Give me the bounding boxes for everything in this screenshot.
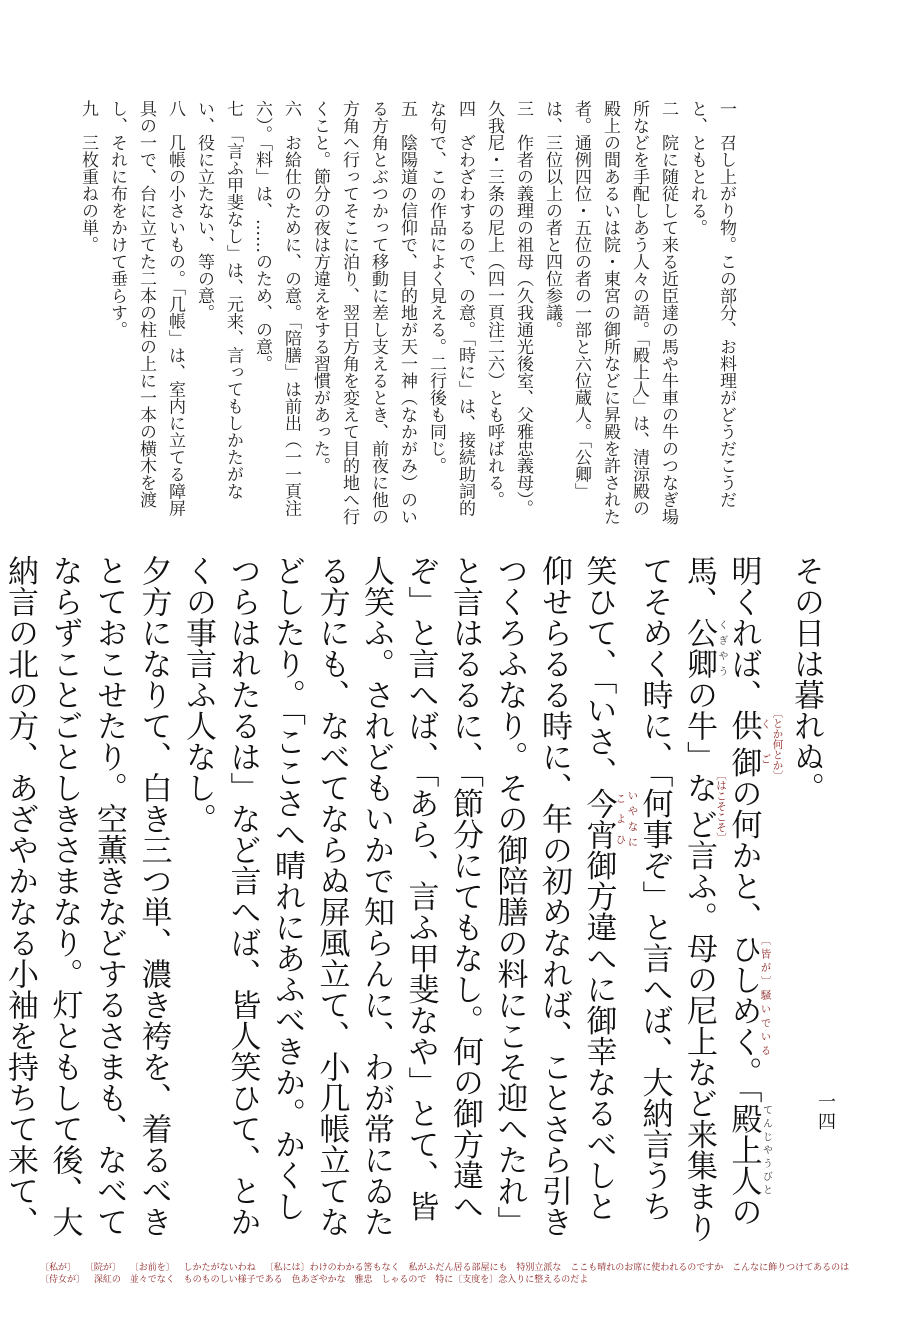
gloss-ingo: 〔院が〕 — [84, 1263, 121, 1273]
note-3: 三 作者の義理の祖母（久我通光後室、父雅忠義母）。久我尼・三条の尼上（四一頁注二六）とも呼ばれる。 — [484, 100, 533, 517]
main-paragraph-3: 夕方になりて、白き三つ単、濃き袴を、着るべきとておこせたり。空薫きなどするさまも、なべてならずことごとしきさまなり。灯ともして後、大納言の北の方、あざやかなる小袖を持ちて来て、 — [2, 555, 172, 1237]
gloss-wakeno: 〔私には〕わけのわかる筈もなく — [264, 1263, 400, 1273]
gloss-tokubetsu: 特別立派な — [516, 1263, 562, 1273]
gloss-fudan: 私がふだん居る部屋にも — [408, 1263, 508, 1273]
main-paragraph-2: 明くれば、供御くご 〔とか何とか〕の何かと、ひしめく〔皆が〕騒いでいる。「殿上人 てんじやうびとの馬、公卿 くぎやうの牛」など〔はこそこそ〕言ふ。母の尼上など来集まりてそめく時に、「何事ぞ」と言へば、大納言うち笑ひて、「いさ、今宵こよひ いやなに御方違へに御幸なるべしと仰せらるる時に、年の初めなれば、ことさら引きつくろふなり。その御陪膳の料にこそ迎へたれ」と言はるるに、「節分にてもなし。何の御方違へぞ」と言へば、「あら、言ふ甲斐なや」とて、皆人笑ふ。されどもいかで知らんに、わが常にゐたる方にも、なべてならぬ屏風立て、小几帳立てなどしたり。「ここさへ晴れにあふべきか。かくしつらはれたるは」など言へば、皆人笑ひて、とかくの事言ふ人なし。 — [180, 555, 784, 1243]
note-5: 五 陰陽道の信仰で、目的地が天一神（なかがみ）のいる方角とぶつかって移動に差し支えるとき、前夜に他の方角へ行ってそこに泊り、翌日方角を変えて目的地へ行くこと。節分の夜は方違えをする習慣があった。 — [310, 100, 417, 525]
note-8: 八 几帳の小さいもの。「几帳」は、室内に立てる障屏具の一で、台に立てた二本の柱の上に一本の横木を渡し、それに布をかけて垂らす。 — [107, 100, 185, 517]
gloss-iroazaya: 色あざやかな — [291, 1275, 346, 1285]
gloss-jijo: 〔侍女が〕 — [40, 1275, 86, 1285]
gloss-shikata: しかたがないわね — [183, 1263, 256, 1273]
gloss-list — [40, 1262, 860, 1312]
note-2: 二 院に随従して来る近臣達の馬や牛車の牛のつなぎ場所などを手配しあう人々の語。「殿上人」は、清涼殿の殿上の間あるいは院・東宮の御所などに昇殿を許された者。通例四位・五位の者の一部と六位蔵人。「公卿」は、三位以上の者と四位参議。 — [542, 100, 678, 525]
main-paragraph-1: その日は暮れぬ。 — [788, 555, 824, 803]
note-4: 四 ざわざわするので、の意。「時に」は、接続助詞的な句で、この作品によく見える。二行後も同じ。 — [426, 100, 475, 517]
annotation-notes — [78, 100, 740, 525]
gloss-watashiga: 〔私が〕 — [40, 1263, 77, 1273]
gloss-shinku: 深紅の — [93, 1275, 121, 1285]
note-9: 九 三枚重ねの単。 — [78, 100, 98, 253]
gloss-konna: こんなに飾りつけてあるのは — [732, 1263, 850, 1273]
note-6: 六 お給仕のために、の意。「陪膳」は前出（一一頁注六）。「料」は、……のため、の意。 — [252, 100, 301, 517]
gloss-monomono: ものものしい様子である — [183, 1275, 283, 1285]
gloss-shiyaruno: しゃるので — [381, 1275, 427, 1285]
gloss-masatada: 雅忠 — [354, 1275, 373, 1285]
gloss-omaewo: 〔お前を〕 — [129, 1263, 175, 1273]
gloss-koko: ここも晴れのお席に使われるのですか — [570, 1263, 724, 1273]
note-7: 七 「言ふ甲斐なし」は、元来、言ってもしかたがない、役に立たない、等の意。 — [194, 100, 243, 500]
main-text — [2, 555, 828, 1245]
page-number: 一四 — [815, 1092, 836, 1132]
gloss-namidenaku: 並々でなく — [129, 1275, 175, 1285]
note-1: 一 召し上がり物。この部分、お料理がどうだこうだと、ともとれる。 — [687, 100, 736, 508]
gloss-tokini: 特に〔支度を〕念入りに整えるのだよ — [435, 1275, 589, 1285]
